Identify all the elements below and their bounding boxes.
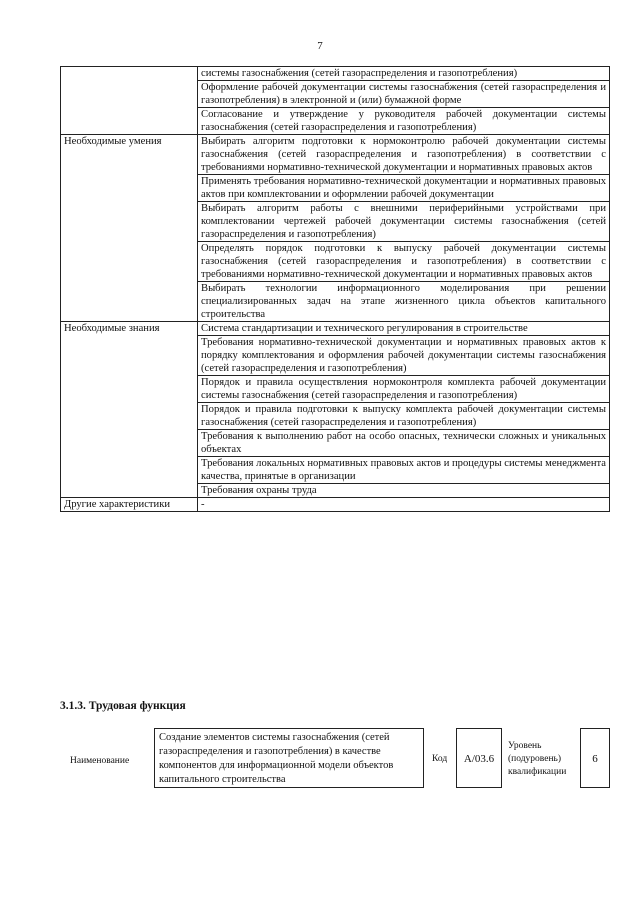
table-row — [61, 498, 610, 512]
table-row — [61, 322, 610, 336]
competency-table — [60, 66, 610, 512]
qualification-level-label: Уровень (подуровень) квалификации — [508, 741, 567, 777]
qualification-level-box: 6 — [580, 728, 610, 788]
row-content: Согласование и утверждение у руководителя рабочей документации системы газоснабжения (сетей газораспределения и газопотребления) — [198, 108, 610, 135]
page-number: 7 — [317, 40, 323, 52]
function-name-box: Создание элементов системы газоснабжения (сетей газораспределения и газопотребления) в качестве компонентов для информационной модели объектов капитального строительства — [154, 728, 424, 788]
name-label: Наименование — [70, 756, 130, 766]
section-heading: 3.1.3. Трудовая функция — [60, 700, 186, 712]
row-content: Требования охраны труда — [198, 484, 610, 498]
row-content: Выбирать технологии информационного моделирования при решении специализированных задач на этапе жизненного цикла объектов капитального строительства — [198, 282, 610, 322]
row-label: Необходимые знания — [61, 322, 198, 498]
row-content: Выбирать алгоритм подготовки к нормоконтролю рабочей документации системы газоснабжения (сетей газораспределения и газопотребления) в соответствии с требованиями нормативно-технической документации и нормативных правовых актов — [198, 135, 610, 175]
row-content: Определять порядок подготовки к выпуску рабочей документации системы газоснабжения (сетей газораспределения и газопотребления) в соответствии с требованиями нормативно-технической документации и нормативных правовых актов — [198, 242, 610, 282]
labor-function-row — [60, 728, 610, 792]
row-content: Выбирать алгоритм работы с внешними периферийными устройствами при комплектовании чертежей рабочей документации системы газоснабжения (сетей газораспределения и газопотребления) — [198, 202, 610, 242]
code-label: Код — [432, 754, 448, 764]
row-content: Требования к выполнению работ на особо опасных, технически сложных и уникальных объектах — [198, 430, 610, 457]
row-content: Применять требования нормативно-технической документации и нормативных правовых актов при комплектовании и оформлении рабочей документации — [198, 175, 610, 202]
row-label — [61, 67, 198, 135]
row-content: Порядок и правила подготовки к выпуску комплекта рабочей документации системы газоснабжения (сетей газораспределения и газопотребления) — [198, 403, 610, 430]
row-content: Оформление рабочей документации системы газоснабжения (сетей газораспределения и газопотребления) в электронной и (или) бумажной форме — [198, 81, 610, 108]
row-content: Порядок и правила осуществления нормоконтроля комплекта рабочей документации системы газоснабжения (сетей газораспределения и газопотребления) — [198, 376, 610, 403]
row-content: Система стандартизации и технического регулирования в строительстве — [198, 322, 610, 336]
table-row — [61, 67, 610, 81]
row-content: - — [198, 498, 610, 512]
table-row — [61, 135, 610, 175]
row-label: Другие характеристики — [61, 498, 198, 512]
row-label: Необходимые умения — [61, 135, 198, 322]
row-content: системы газоснабжения (сетей газораспределения и газопотребления) — [198, 67, 610, 81]
function-code-box: А/03.6 — [456, 728, 502, 788]
row-content: Требования локальных нормативных правовых актов и процедуры системы менеджмента качества, принятые в организации — [198, 457, 610, 484]
row-content: Требования нормативно-технической документации и нормативных правовых актов к порядку комплектования и оформления рабочей документации системы газоснабжения (сетей газораспределения и газопотребления) — [198, 336, 610, 376]
